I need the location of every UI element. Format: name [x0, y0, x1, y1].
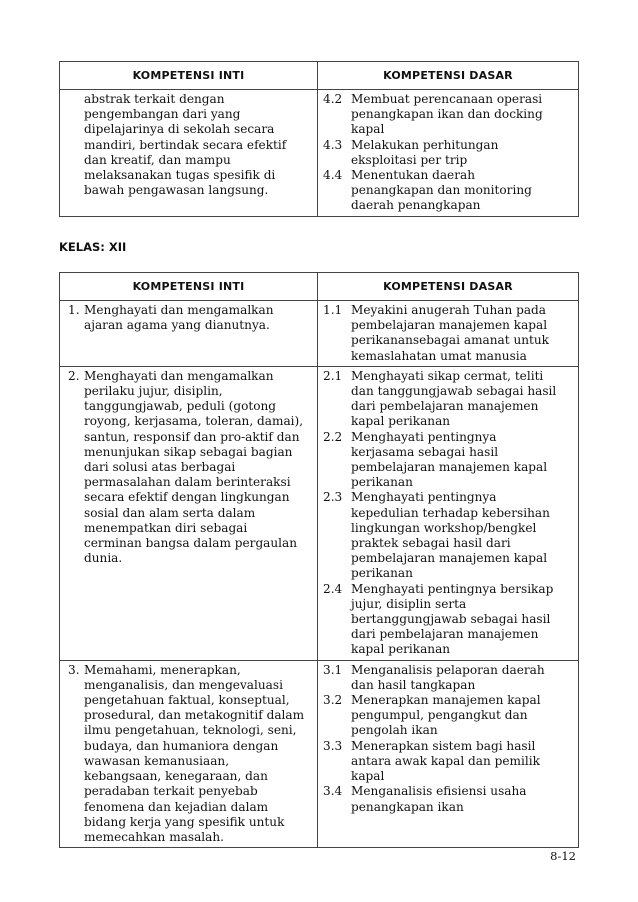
text-line: fenomena dan kejadian dalam: [84, 799, 269, 814]
text-line: kapal perikanan: [351, 642, 451, 657]
text-line: kapal perikanan: [351, 414, 451, 429]
text-line: perikanan: [351, 475, 413, 490]
text-line: menganalisis, dan mengevaluasi: [84, 677, 283, 692]
kd-text: [351, 490, 574, 581]
header-kompetensi-dasar: KOMPETENSI DASAR: [318, 273, 579, 301]
text-line: sosial dan alam serta dalam: [84, 505, 256, 520]
ki-text: [84, 92, 311, 198]
text-line: Menerapkan sistem bagi hasil: [351, 738, 536, 753]
competency-table-continued: [59, 61, 579, 217]
kd-text: [351, 582, 574, 658]
kd-number: 3.2: [323, 693, 343, 708]
text-line: prosedural, dan metakognitif dalam: [84, 708, 305, 723]
kd-cell: [318, 366, 579, 660]
kd-text: [351, 303, 574, 364]
ki-text: [84, 369, 311, 567]
text-line: pembelajaran manajemen kapal: [351, 551, 548, 566]
kd-item: [323, 138, 574, 168]
text-line: Memahami, menerapkan,: [84, 662, 241, 677]
text-line: Meyakini anugerah Tuhan pada: [351, 303, 546, 317]
table-row: [60, 301, 579, 367]
kd-list: [318, 301, 578, 366]
ki-entry: [60, 367, 317, 569]
kd-item: [323, 92, 574, 138]
text-line: Melakukan perhitungan: [351, 137, 499, 152]
header-kompetensi-dasar: KOMPETENSI DASAR: [318, 62, 579, 90]
kd-text: [351, 430, 574, 491]
text-line: pengembangan dari yang: [84, 107, 241, 122]
text-line: budaya, dan humaniora dengan: [84, 738, 279, 753]
text-line: Menghayati pentingnya: [351, 429, 497, 444]
text-line: Membuat perencanaan operasi: [351, 92, 543, 106]
ki-entry: [60, 301, 317, 335]
text-line: pengetahuan faktual, konseptual,: [84, 693, 290, 708]
text-line: pembelajaran manajemen kapal: [351, 318, 548, 333]
kd-item: [323, 369, 574, 430]
text-line: kemaslahatan umat manusia: [351, 348, 527, 363]
kd-item: [323, 693, 574, 739]
kd-item: [323, 663, 574, 693]
kd-text: [351, 168, 574, 214]
kd-number: 3.3: [323, 738, 343, 753]
kd-text: [351, 92, 574, 138]
text-line: santun, responsif dan pro-aktif dan: [84, 429, 300, 444]
kd-number: 4.2: [323, 92, 343, 106]
text-line: bertanggungjawab sebagai hasil: [351, 612, 551, 627]
text-line: Menghayati pentingnya bersikap: [351, 581, 554, 596]
ki-cell: [60, 366, 318, 660]
kd-list: [318, 661, 578, 817]
ki-cell: [60, 90, 318, 217]
ki-entry: [60, 661, 317, 847]
text-line: penangkapan dan monitoring: [351, 183, 532, 198]
text-line: menempatkan diri sebagai: [84, 520, 248, 535]
kd-item: [323, 784, 574, 814]
text-line: lingkungan workshop/bengkel: [351, 520, 537, 535]
ki-cell: [60, 301, 318, 367]
kd-number: 2.1: [323, 368, 343, 383]
kd-item: [323, 582, 574, 658]
kd-cell: [318, 90, 579, 217]
text-line: menunjukan sikap sebagai bagian: [84, 444, 293, 459]
text-line: kerjasama sebagai hasil: [351, 444, 499, 459]
header-kompetensi-inti: KOMPETENSI INTI: [60, 62, 318, 90]
ki-cell: [60, 660, 318, 847]
text-line: permasalahan dalam berinteraksi: [84, 475, 291, 490]
kd-item: [323, 739, 574, 785]
text-line: kapal: [351, 769, 385, 784]
text-line: dipelajarinya di sekolah secara: [84, 122, 275, 137]
kd-item: [323, 430, 574, 491]
text-line: daerah penangkapan: [351, 198, 481, 213]
text-line: kapal: [351, 122, 385, 137]
text-line: Menghayati pentingnya: [351, 490, 497, 505]
text-line: melaksanakan tugas spesifik di: [84, 168, 276, 183]
text-line: secara efektif dengan lingkungan: [84, 490, 290, 505]
page-number: 8-12: [550, 849, 576, 863]
text-line: eksploitasi per trip: [351, 152, 468, 167]
text-line: memecahkan masalah.: [84, 829, 224, 844]
text-line: antara awak kapal dan pemilik: [351, 753, 540, 768]
text-line: dan hasil tangkapan: [351, 677, 476, 692]
class-label: KELAS: XII: [59, 240, 127, 254]
text-line: Menghayati dan mengamalkan: [84, 368, 274, 383]
ki-text: [84, 663, 311, 845]
text-line: wawasan kemanusiaan,: [84, 753, 230, 768]
text-line: dan kreatif, dan mampu: [84, 152, 231, 167]
ki-number: 3.: [68, 662, 80, 677]
ki-number: 2.: [68, 368, 80, 383]
kd-text: [351, 739, 574, 785]
text-line: kebangsaan, kenegaraan, dan: [84, 769, 268, 784]
kd-number: 4.4: [323, 168, 343, 183]
text-line: dari pembelajaran manajemen: [351, 399, 539, 414]
kd-text: [351, 138, 574, 168]
competency-table-xii: [59, 272, 579, 848]
text-line: ilmu pengetahuan, teknologi, seni,: [84, 723, 297, 738]
kd-item: [323, 303, 574, 364]
text-line: mandiri, bertindak secara efektif: [84, 137, 287, 152]
table-row: [60, 660, 579, 847]
text-line: pengumpul, pengangkut dan: [351, 708, 528, 723]
text-line: praktek sebagai hasil dari: [351, 536, 511, 551]
text-line: dan tanggungjawab sebagai hasil: [351, 384, 557, 399]
text-line: dari solusi atas berbagai: [84, 460, 236, 475]
text-line: Menghayati dan mengamalkan: [84, 303, 274, 317]
table-row: [60, 366, 579, 660]
kd-number: 4.3: [323, 137, 343, 152]
kd-cell: [318, 301, 579, 367]
text-line: bidang kerja yang spesifik untuk: [84, 814, 285, 829]
text-line: pengolah ikan: [351, 723, 438, 738]
kd-list: [318, 367, 578, 660]
text-line: Menentukan daerah: [351, 168, 475, 183]
text-line: royong, kerjasama, toleran, damai),: [84, 414, 304, 429]
kd-number: 2.3: [323, 490, 343, 505]
kd-text: [351, 693, 574, 739]
text-line: dunia.: [84, 551, 123, 566]
kd-number: 1.1: [323, 303, 343, 317]
text-line: Menghayati sikap cermat, teliti: [351, 368, 544, 383]
kd-text: [351, 663, 574, 693]
text-line: pembelajaran manajemen kapal: [351, 460, 548, 475]
text-line: Menerapkan manajemen kapal: [351, 693, 541, 708]
ki-text: [84, 303, 311, 333]
text-line: abstrak terkait dengan: [84, 92, 225, 106]
text-line: peradaban terkait penyebab: [84, 784, 258, 799]
kd-number: 3.1: [323, 662, 343, 677]
text-line: perikanan: [351, 566, 413, 581]
kd-text: [351, 784, 574, 814]
text-line: perikanansebagai amanat untuk: [351, 333, 549, 348]
kd-item: [323, 168, 574, 214]
text-line: perilaku jujur, disiplin,: [84, 384, 223, 399]
text-line: Menganalisis efisiensi usaha: [351, 784, 527, 799]
text-line: ajaran agama yang dianutnya.: [84, 318, 270, 333]
kd-list: [318, 90, 578, 216]
header-kompetensi-inti: KOMPETENSI INTI: [60, 273, 318, 301]
text-line: Menganalisis pelaporan daerah: [351, 662, 545, 677]
kd-number: 3.4: [323, 784, 343, 799]
text-line: tanggungjawab, peduli (gotong: [84, 399, 277, 414]
ki-number: 1.: [68, 303, 80, 317]
kd-text: [351, 369, 574, 430]
kd-item: [323, 490, 574, 581]
text-line: penangkapan ikan dan docking: [351, 107, 543, 122]
text-line: dari pembelajaran manajemen: [351, 627, 539, 642]
text-line: cerminan bangsa dalam pergaulan: [84, 536, 298, 551]
text-line: penangkapan ikan: [351, 799, 464, 814]
text-line: jujur, disiplin serta: [351, 596, 467, 611]
text-line: kepedulian terhadap kebersihan: [351, 505, 550, 520]
kd-cell: [318, 660, 579, 847]
kd-number: 2.4: [323, 581, 343, 596]
text-line: bawah pengawasan langsung.: [84, 183, 269, 198]
kd-number: 2.2: [323, 429, 343, 444]
